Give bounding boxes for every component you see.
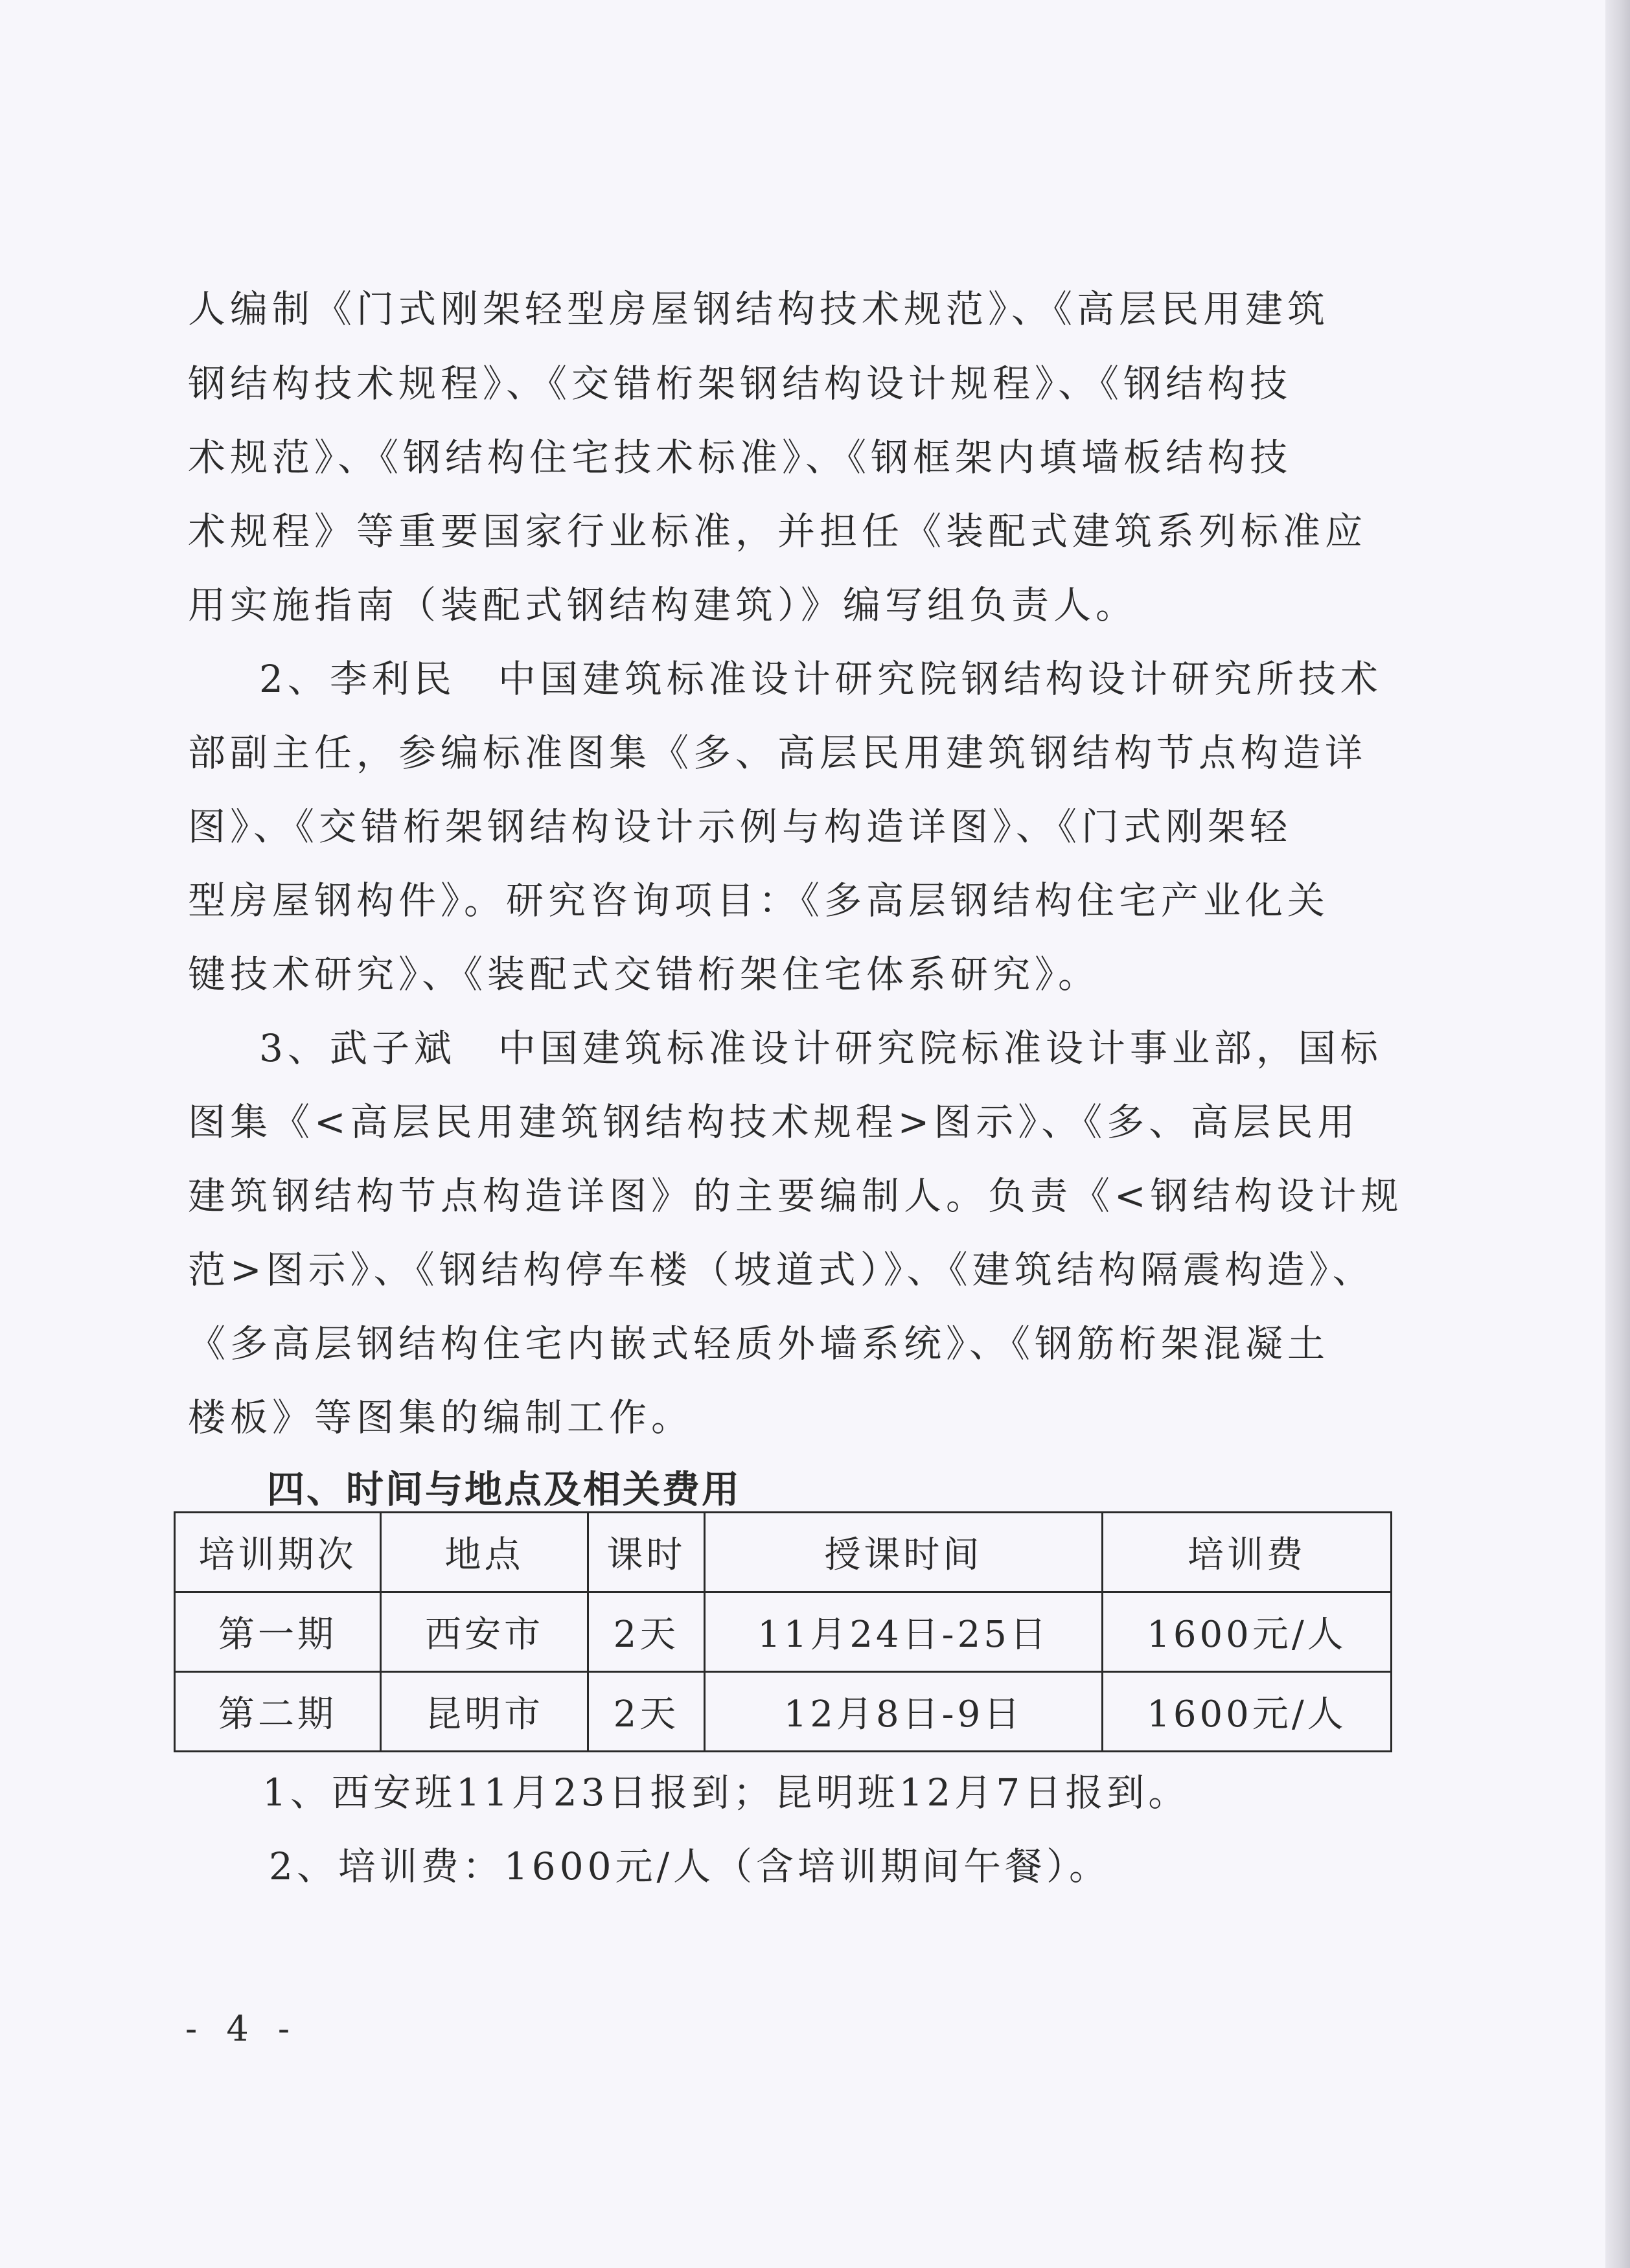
body-line: 型房屋钢构件》。研究咨询项目：《多高层钢结构住宅产业化关 (188, 878, 1330, 922)
body-line: 楼板》等图集的编制工作。 (188, 1395, 694, 1439)
cell-location: 昆明市 (381, 1672, 588, 1752)
body-line: 键技术研究》、《装配式交错桁架住宅体系研究》。 (188, 952, 1101, 996)
body-line: 钢结构技术规程》、《交错桁架钢结构设计规程》、《钢结构技 (188, 361, 1292, 406)
cell-dates: 12月8日-9日 (705, 1672, 1103, 1752)
cell-fee: 1600元/人 (1103, 1672, 1392, 1752)
body-line: 图》、《交错桁架钢结构设计示例与构造详图》、《门式刚架轻 (188, 805, 1292, 849)
header-location: 地点 (381, 1513, 588, 1592)
body-line: 3、武子斌 中国建筑标准设计研究院标准设计事业部，国标 (259, 1026, 1383, 1070)
table-row (175, 1672, 1392, 1752)
cell-hours: 2天 (588, 1672, 705, 1752)
cell-period: 第一期 (175, 1592, 381, 1672)
header-period: 培训期次 (175, 1513, 381, 1592)
header-hours: 课时 (588, 1513, 705, 1592)
body-line: 人编制《门式刚架轻型房屋钢结构技术规范》、《高层民用建筑 (188, 287, 1330, 331)
schedule-table (174, 1511, 1392, 1752)
cell-dates: 11月24日-25日 (705, 1592, 1103, 1672)
header-fee: 培训费 (1103, 1513, 1392, 1592)
header-dates: 授课时间 (705, 1513, 1103, 1592)
scanner-edge (1605, 0, 1630, 2268)
body-line: 用实施指南（装配式钢结构建筑）》编写组负责人。 (188, 583, 1138, 627)
note-registration: 1、西安班11月23日报到；昆明班12月7日报到。 (262, 1770, 1190, 1815)
note-fee: 2、培训费：1600元/人（含培训期间午餐）。 (269, 1844, 1111, 1888)
page-number: - 4 - (185, 2008, 299, 2049)
body-line: 建筑钢结构节点构造详图》的主要编制人。负责《<钢结构设计规 (188, 1174, 1403, 1218)
body-line: 图集《<高层民用建筑钢结构技术规程>图示》、《多、高层民用 (188, 1100, 1360, 1144)
body-line: 范>图示》、《钢结构停车楼（坡道式）》、《建筑结构隔震构造》、 (188, 1248, 1375, 1292)
table-header-row (175, 1513, 1392, 1592)
body-line: 《多高层钢结构住宅内嵌式轻质外墙系统》、《钢筋桁架混凝土 (188, 1322, 1330, 1366)
section-heading: 四、时间与地点及相关费用 (267, 1467, 742, 1511)
cell-fee: 1600元/人 (1103, 1592, 1392, 1672)
cell-period: 第二期 (175, 1672, 381, 1752)
body-line: 术规程》等重要国家行业标准，并担任《装配式建筑系列标准应 (188, 509, 1368, 553)
body-line: 2、李利民 中国建筑标准设计研究院钢结构设计研究所技术 (259, 657, 1383, 701)
body-line: 部副主任，参编标准图集《多、高层民用建筑钢结构节点构造详 (188, 731, 1368, 775)
table-row (175, 1592, 1392, 1672)
cell-hours: 2天 (588, 1592, 705, 1672)
cell-location: 西安市 (381, 1592, 588, 1672)
body-line: 术规范》、《钢结构住宅技术标准》、《钢框架内填墙板结构技 (188, 435, 1292, 479)
